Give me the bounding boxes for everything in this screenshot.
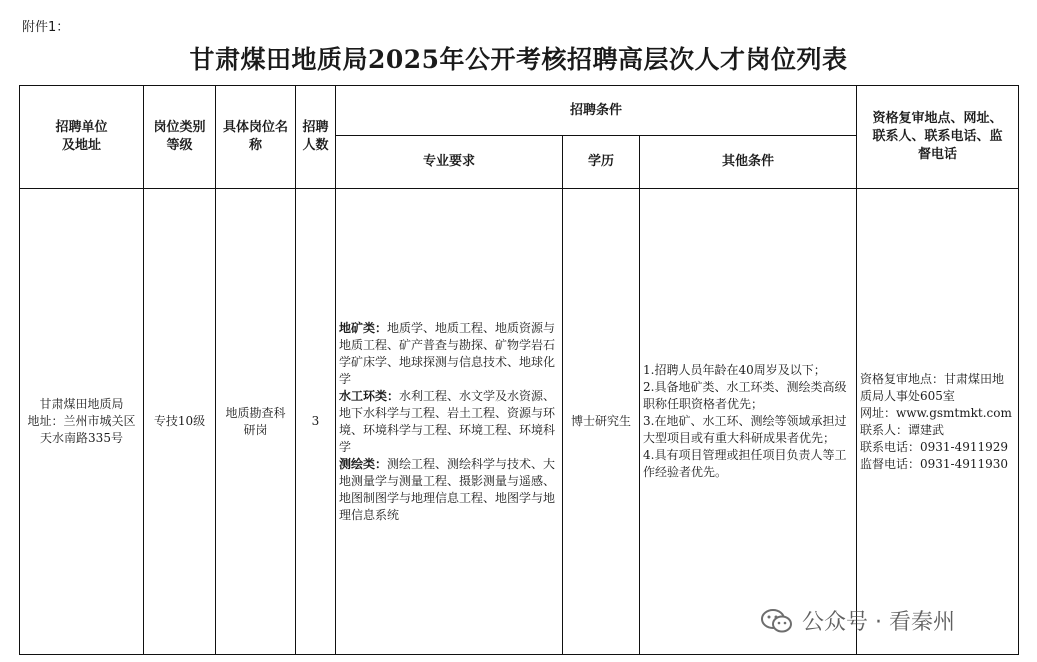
header-category: 岗位类别 等级 (144, 86, 216, 189)
cell-review: 资格复审地点：甘肃煤田地质局人事处605室 网址：www.gsmtmkt.com 联系人：谭建武 联系电话：0931-4911929 监督电话：0931-4911930 (857, 189, 1019, 655)
cell-category: 专技10级 (144, 189, 216, 655)
cell-other: 1.招聘人员年龄在40周岁及以下； 2.具备地矿类、水工环类、测绘类高级职称任职资格者优先； 3.在地矿、水工环、测绘等领域承担过大型项目或有重大科研成果者优先； 4.具有项目管理或担任项目负责人等工作经验者优先。 (640, 189, 857, 655)
major-group-dikuang: 地矿类：地质学、地质工程、地质资源与地质工程、矿产普查与勘探、矿物学岩石学矿床学、地球探测与信息技术、地球化学 (339, 320, 556, 386)
watermark-text: 公众号 · 看秦州 (802, 610, 955, 635)
header-major: 专业要求 (336, 136, 563, 189)
header-other: 其他条件 (640, 136, 857, 189)
header-position: 具体岗位名 称 (216, 86, 296, 189)
cell-degree: 博士研究生 (563, 189, 640, 655)
attachment-label: 附件1： (22, 20, 70, 35)
major-group-shuigonghuan: 水工环类：水利工程、水文学及水资源、地下水科学与工程、岩土工程、资源与环境、环境科学与工程、环境工程、环境科学 (339, 388, 556, 454)
watermark (760, 605, 955, 636)
major-group-cehui: 测绘类：测绘工程、测绘科学与技术、大地测量学与测量工程、摄影测量与遥感、地图制图学与地理信息工程、地图学与地理信息系统 (339, 456, 556, 522)
cell-position: 地质勘查科 研岗 (216, 189, 296, 655)
header-unit: 招聘单位 及地址 (20, 86, 144, 189)
cell-major (336, 189, 563, 655)
header-degree: 学历 (563, 136, 640, 189)
header-count: 招聘 人数 (296, 86, 336, 189)
page-title: 甘肃煤田地质局2025年公开考核招聘高层次人才岗位列表 (189, 45, 848, 74)
header-conditions: 招聘条件 (336, 86, 857, 136)
cell-unit: 甘肃煤田地质局 地址：兰州市城关区 天水南路335号 (20, 189, 144, 655)
cell-count: 3 (296, 189, 336, 655)
wechat-icon (760, 607, 794, 635)
recruitment-table (19, 85, 1019, 655)
header-review: 资格复审地点、网址、 联系人、联系电话、监 督电话 (857, 86, 1019, 189)
